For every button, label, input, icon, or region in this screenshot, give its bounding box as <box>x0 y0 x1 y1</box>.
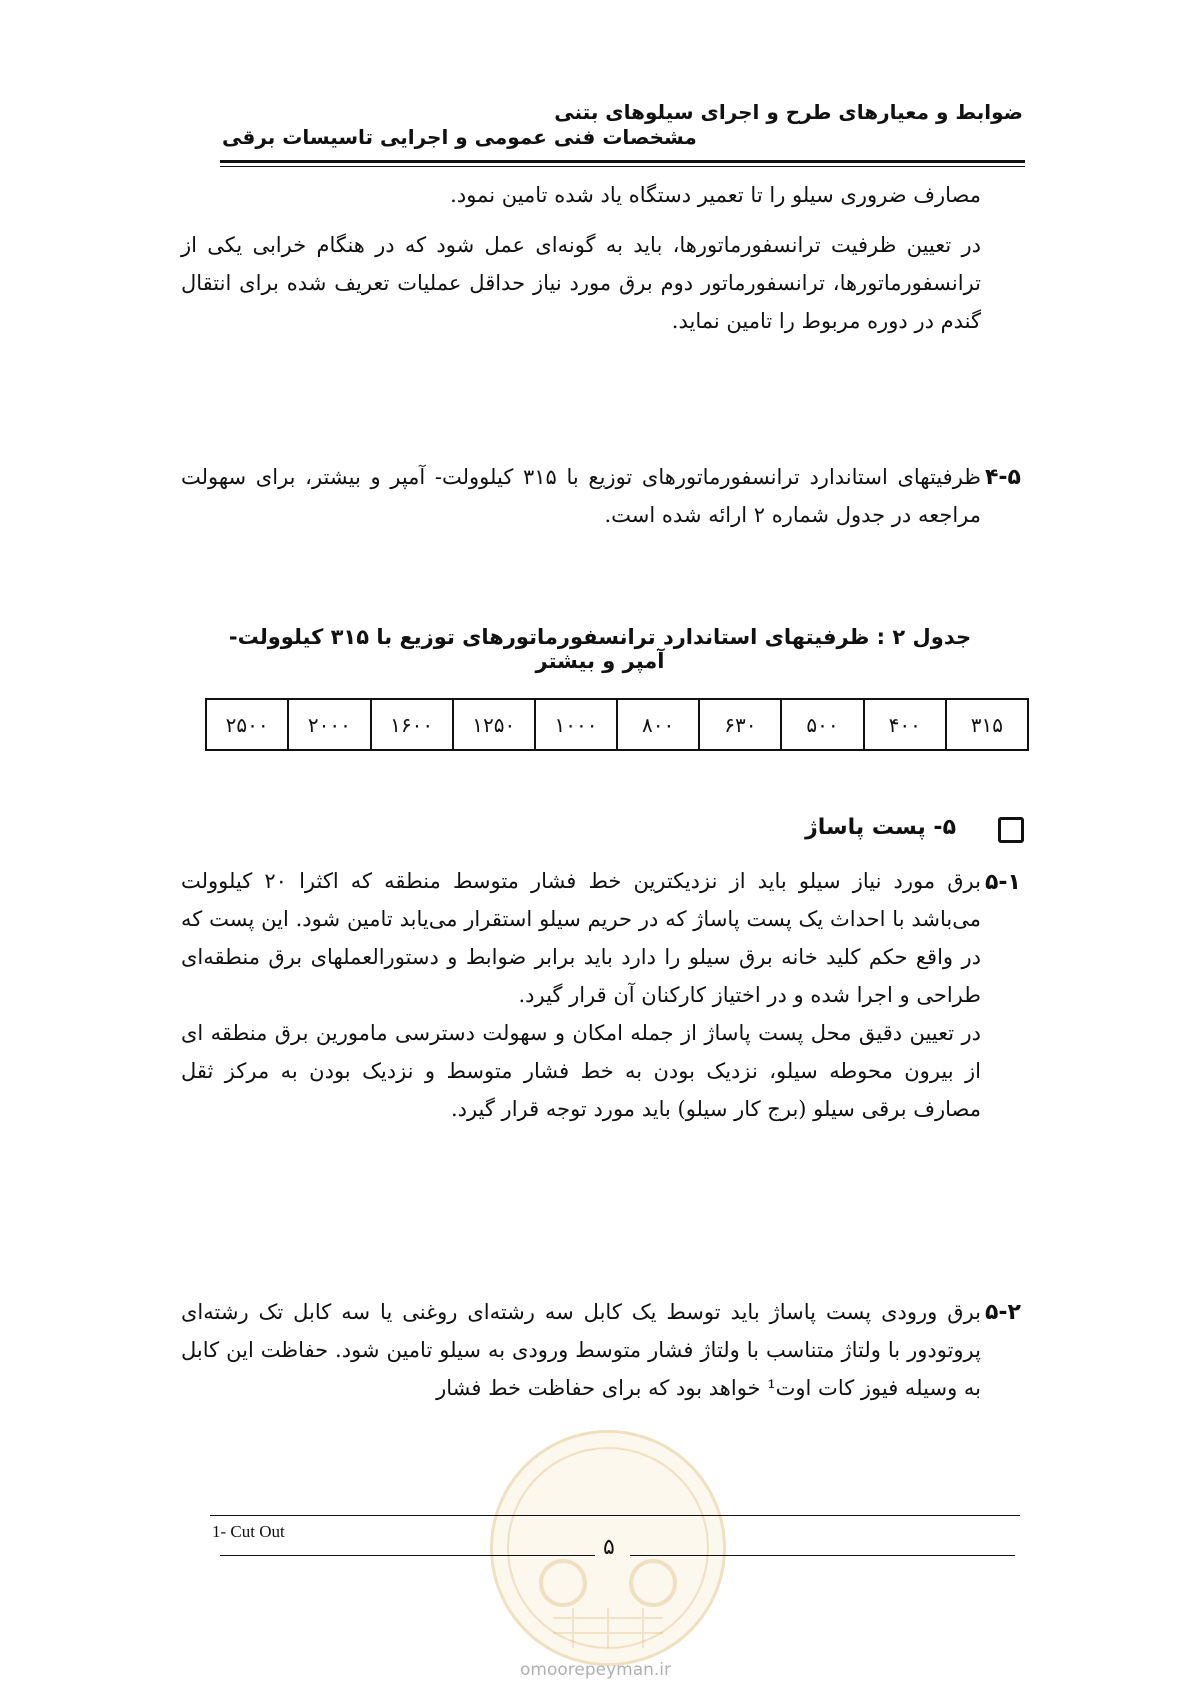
table-cell: ۲۵۰۰ <box>206 699 288 750</box>
item-number-5-1: ۵-۱ <box>985 870 1021 895</box>
table-row <box>206 699 1028 750</box>
page-number: ۵ <box>603 1535 615 1560</box>
footnote-rule <box>210 1515 1020 1516</box>
book-title: ضوابط و معیارهای طرح و اجرای سیلوهای بتنی <box>554 100 1023 124</box>
table-caption: جدول ۲ : ظرفیتهای استاندارد ترانسفورماتورهای توزیع با ۳۱۵ کیلوولت- آمپر و بیشتر <box>228 625 972 673</box>
table-cell: ۵۰۰ <box>781 699 863 750</box>
item-number-4-5: ۴-۵ <box>985 465 1021 490</box>
item-4-5-text: ظرفیتهای استاندارد ترانسفورماتورهای توزیع با ۳۱۵ کیلوولت- آمپر و بیشتر، برای سهولت مراجعه در جدول شماره ۲ ارائه شده است. <box>181 465 981 527</box>
table-cell: ۱۰۰۰ <box>535 699 617 750</box>
header-rule-thin <box>220 166 1025 167</box>
checkbox-square-icon <box>998 817 1024 843</box>
table-cell: ۴۰۰ <box>864 699 946 750</box>
header-rule <box>220 160 1025 163</box>
intro-paragraph-1: مصارف ضروری سیلو را تا تعمیر دستگاه یاد شده تامین نمود. <box>450 183 981 207</box>
page-rule-left <box>220 1555 595 1556</box>
table-cell: ۲۰۰۰ <box>288 699 370 750</box>
item-5-1-text <box>181 862 981 1128</box>
table-cell: ۸۰۰ <box>617 699 699 750</box>
footnote: 1- Cut Out <box>212 1522 285 1541</box>
capacity-table <box>205 698 1029 751</box>
item-5-1-paragraph-2: در تعیین دقیق محل پست پاساژ از جمله امکان و سهولت دسترسی مامورین برق منطقه ای از بیرون محوطه سیلو، نزدیک بودن به خط فشار متوسط و نزدیک بودن به مرکز ثقل مصارف برقی سیلو (برج کار سیلو) باید مورد توجه قرار گیرد. <box>181 1021 981 1121</box>
intro-paragraph-2: در تعیین ظرفیت ترانسفورماتورها، باید به گونه‌ای عمل شود که در هنگام خرابی یکی از ترانسفورماتورها، ترانسفورماتور دوم برق مورد نیاز حداقل عملیات تعریف شده برای انتقال گندم در دوره مربوط را تامین نماید. <box>181 233 981 333</box>
item-5-1-paragraph-1: برق مورد نیاز سیلو باید از نزدیکترین خط فشار متوسط منطقه که اکثرا ۲۰ کیلوولت می‌باشد با احداث یک پست پاساژ که در حریم سیلو استقرار می‌یابد تامین شود. این پست که در واقع حکم کلید خانه برق سیلو را دارد باید برابر ضوابط و دستورالعملهای برق منطقه‌ای طراحی و اجرا شده و در اختیاز کارکنان آن قرار گیرد. <box>181 869 981 1007</box>
intro-text <box>181 176 981 340</box>
table-cell: ۱۶۰۰ <box>371 699 453 750</box>
section-title: مشخصات فنی عمومی و اجرایی تاسیسات برقی <box>222 125 697 149</box>
table-cell: ۳۱۵ <box>946 699 1028 750</box>
table-cell: ۱۲۵۰ <box>453 699 535 750</box>
page-rule-right <box>630 1555 1015 1556</box>
section-5-title: ۵- پست پاساژ <box>805 815 956 840</box>
table-cell: ۶۳۰ <box>699 699 781 750</box>
item-number-5-2: ۵-۲ <box>985 1300 1021 1325</box>
item-5-2-text: برق ورودی پست پاساژ باید توسط یک کابل سه رشته‌ای روغنی یا سه کابل تک رشته‌ای پروتودور با ولتاژ متناسب با ولتاژ فشار متوسط ورودی به سیلو تامین شود. حفاظت این کابل به وسیله فیوز کات اوت¹ خواهد بود که برای حفاظت خط فشار <box>181 1300 981 1400</box>
watermark-url: omoorepeyman.ir <box>519 1660 672 1680</box>
